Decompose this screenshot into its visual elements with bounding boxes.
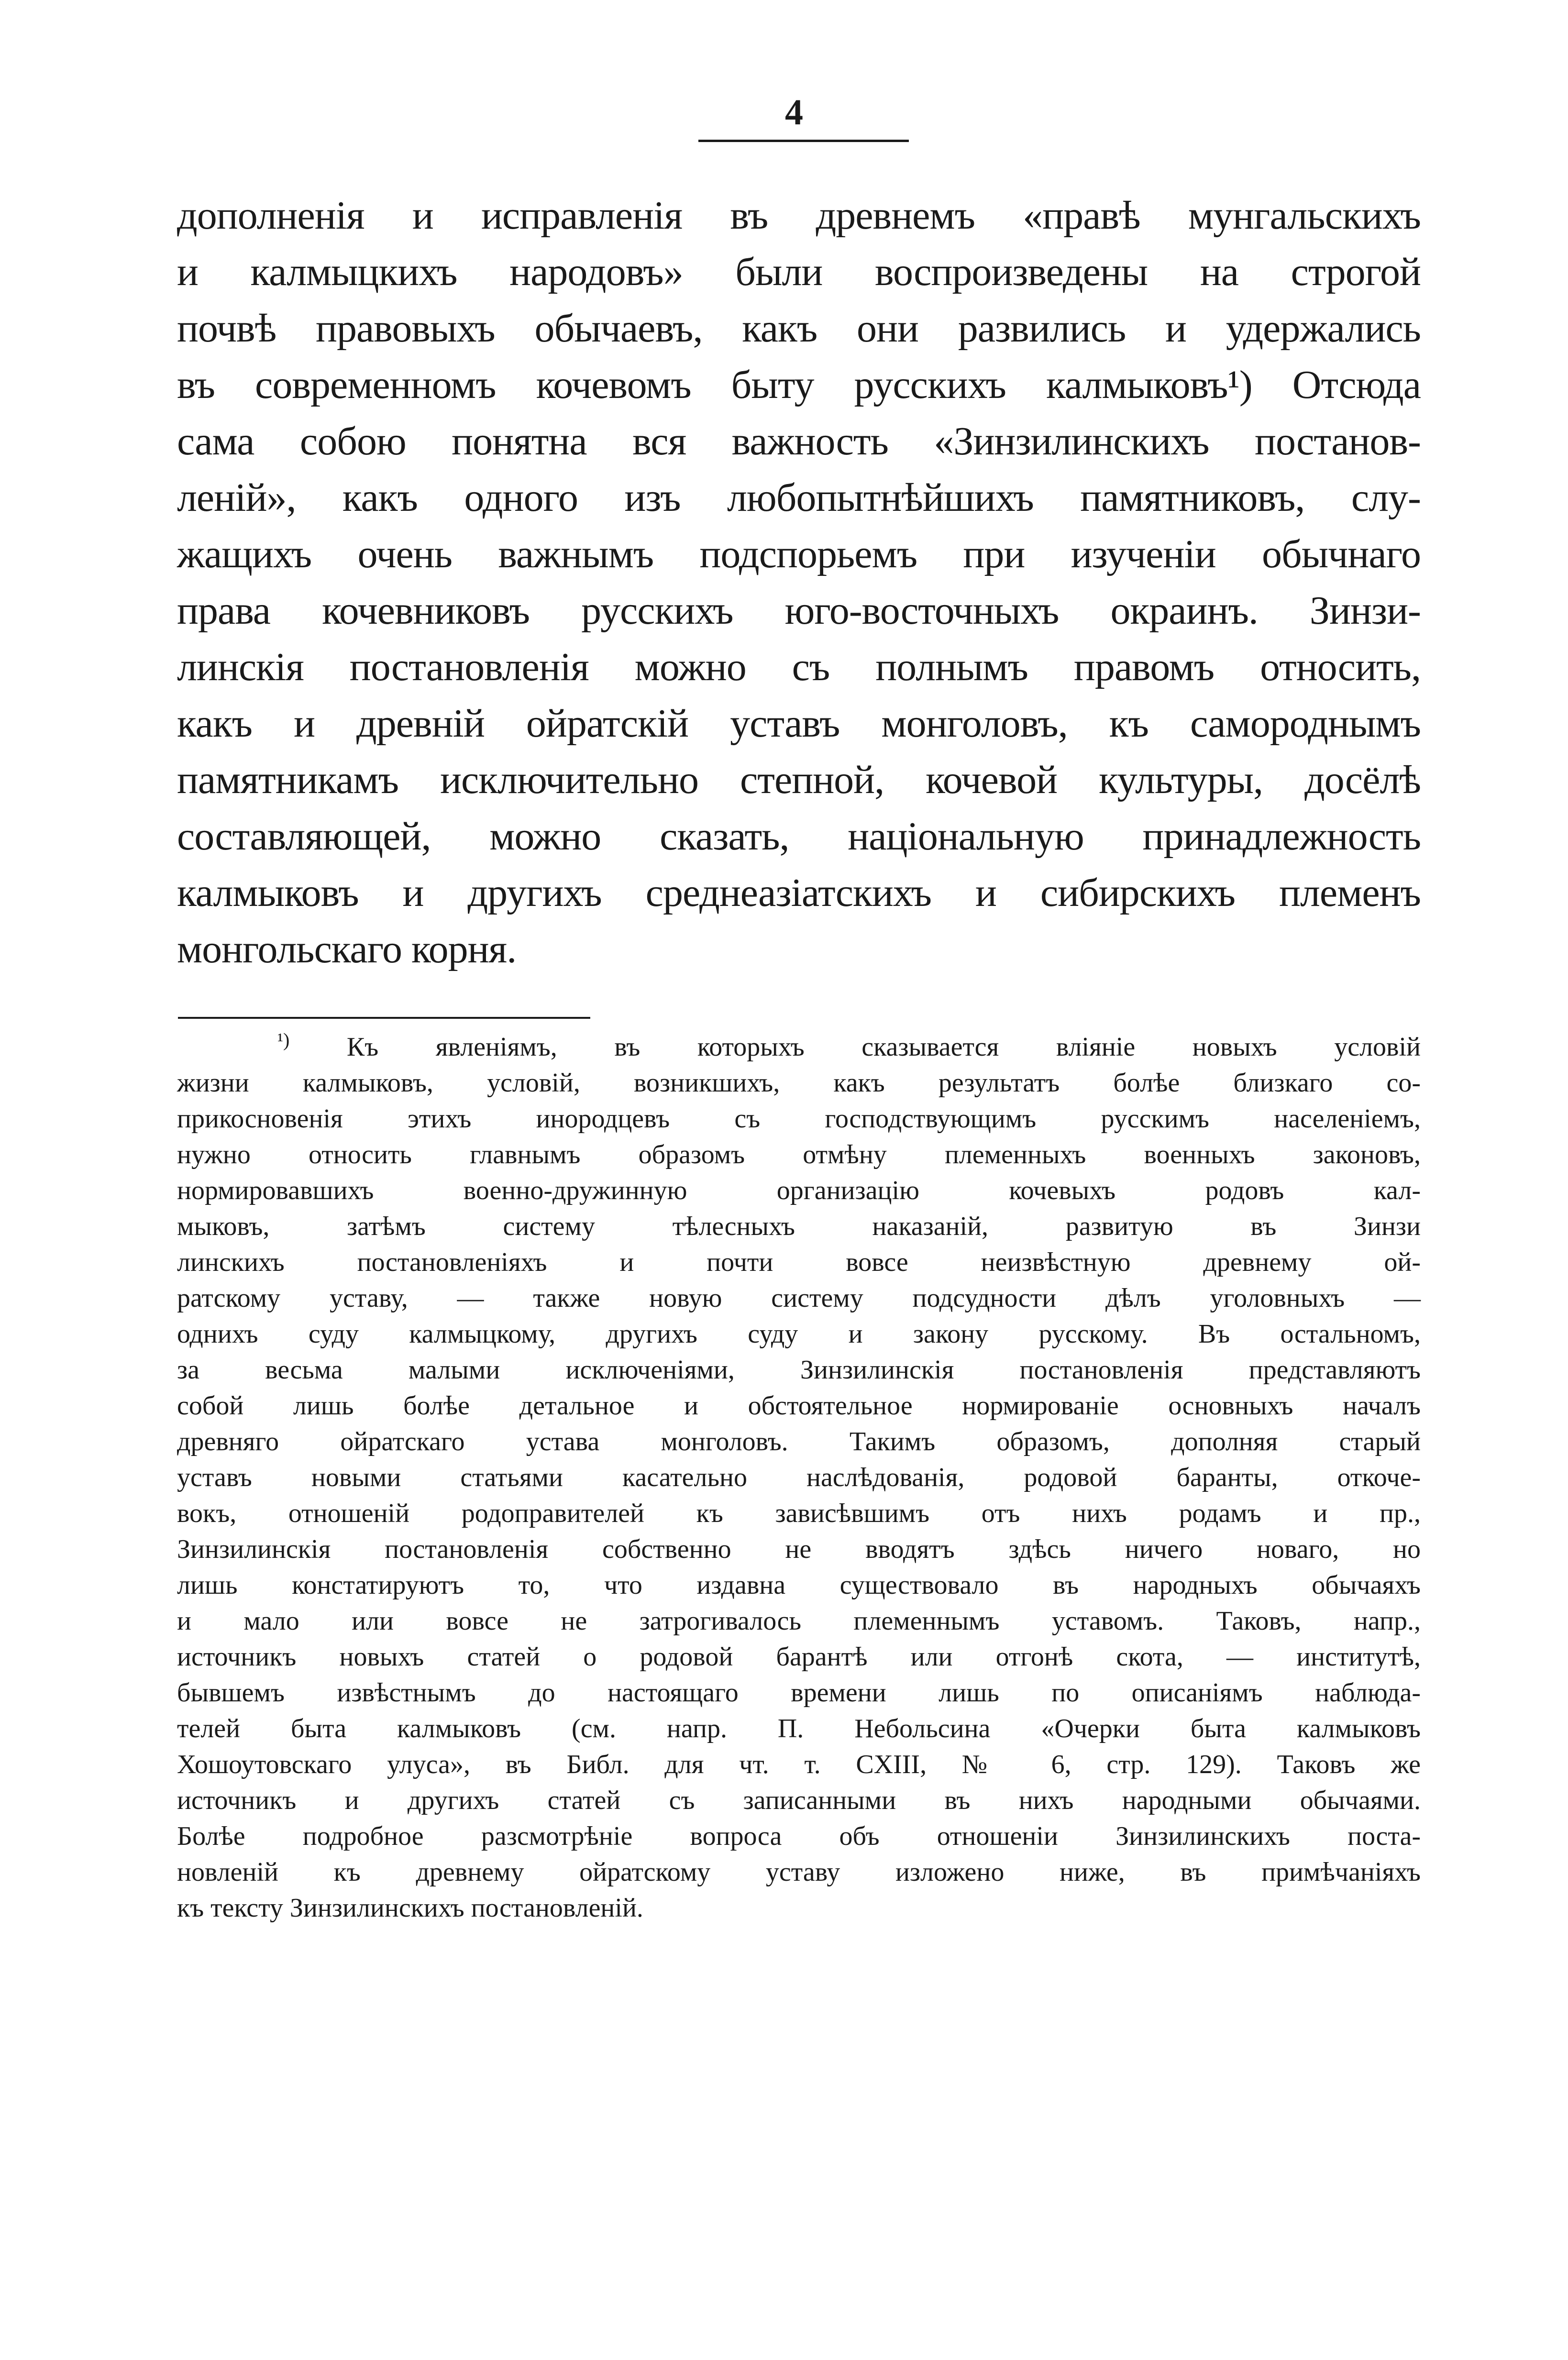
main-text-line: почвѣ правовыхъ обычаевъ, какъ они развились и удержались: [177, 306, 1421, 351]
footnote-line: вокъ, отношеній родоправителей къ зависѣвшимъ отъ нихъ родамъ и пр.,: [177, 1499, 1421, 1528]
footnote-marker: ¹): [277, 1029, 290, 1051]
main-text-line: дополненія и исправленія въ древнемъ «правѣ мунгальскихъ: [177, 193, 1421, 238]
main-text-line: монгольскаго корня.: [177, 927, 517, 971]
footnote-line: нормировавшихъ военно-дружинную организацію кочевыхъ родовъ кал-: [177, 1176, 1421, 1205]
footnote-line: однихъ суду калмыцкому, другихъ суду и закону русскому. Въ остальномъ,: [177, 1319, 1421, 1349]
footnote-line: бывшемъ извѣстнымъ до настоящаго времени лишь по описаніямъ наблюда-: [177, 1678, 1421, 1708]
footnote-line: новленій къ древнему ойратскому уставу изложено ниже, въ примѣчаніяхъ: [177, 1857, 1421, 1887]
main-text-line: права кочевниковъ русскихъ юго-восточныхъ окраинъ. Зинзи-: [177, 588, 1421, 633]
footnote: [177, 1029, 1421, 1926]
main-text-line: жащихъ очень важнымъ подспорьемъ при изученіи обычнаго: [177, 532, 1421, 576]
footnote-line: къ тексту Зинзилинскихъ постановленій.: [177, 1893, 643, 1923]
footnote-line: лишь констатируютъ то, что издавна существовало въ народныхъ обычаяхъ: [177, 1570, 1421, 1600]
footnote-line: Хошоутовскаго улуса», въ Библ. для чт. т. CXIII, № 6, стр. 129). Таковъ же: [177, 1750, 1421, 1779]
footnote-line: за весьма малыми исключеніями, Зинзилинскія постановленія представляютъ: [177, 1355, 1421, 1385]
main-text-line: въ современномъ кочевомъ быту русскихъ калмыковъ¹) Отсюда: [177, 363, 1421, 407]
footnote-line: мыковъ, затѣмъ систему тѣлесныхъ наказаній, развитую въ Зинзи: [177, 1212, 1421, 1241]
footnote-line: прикосновенія этихъ инородцевъ съ господствующимъ русскимъ населеніемъ,: [177, 1104, 1421, 1134]
page-number-rule: [698, 140, 909, 142]
footnote-line: нужно относить главнымъ образомъ отмѣну племенныхъ военныхъ законовъ,: [177, 1140, 1421, 1169]
footnote-line: источникъ новыхъ статей о родовой барантѣ или отгонѣ скота, — институтѣ,: [177, 1642, 1421, 1672]
page-number: 4: [785, 92, 803, 132]
main-text-line: памятникамъ исключительно степной, кочевой культуры, досёлѣ: [177, 758, 1421, 802]
footnote-line: и мало или вовсе не затрогивалось племеннымъ уставомъ. Таковъ, напр.,: [177, 1606, 1421, 1636]
footnote-line-first: [177, 1029, 1421, 1065]
main-text: [177, 187, 1421, 978]
footnote-line: собой лишь болѣе детальное и обстоятельное нормированіе основныхъ началъ: [177, 1391, 1421, 1421]
main-text-line: и калмыцкихъ народовъ» были воспроизведены на строгой: [177, 250, 1421, 294]
footnote-line: древняго ойратскаго устава монголовъ. Такимъ образомъ, дополняя старый: [177, 1427, 1421, 1456]
main-text-line: калмыковъ и другихъ среднеазіатскихъ и сибирскихъ племенъ: [177, 871, 1421, 915]
footnote-line: Болѣе подробное разсмотрѣніе вопроса объ отношеніи Зинзилинскихъ поста-: [177, 1821, 1421, 1851]
main-text-line: составляющей, можно сказать, національную принадлежность: [177, 814, 1421, 859]
footnote-line: Зинзилинскія постановленія собственно не вводятъ здѣсь ничего новаго, но: [177, 1534, 1421, 1564]
main-text-line: сама собою понятна вся важность «Зинзилинскихъ постанов-: [177, 419, 1421, 463]
main-text-line: какъ и древній ойратскій уставъ монголовъ, къ самороднымъ: [177, 701, 1421, 746]
footnote-line: уставъ новыми статьями касательно наслѣдованія, родовой баранты, откоче-: [177, 1463, 1421, 1492]
main-text-line: линскія постановленія можно съ полнымъ правомъ относить,: [177, 645, 1421, 689]
footnote-line: ратскому уставу, — также новую систему подсудности дѣлъ уголовныхъ —: [177, 1283, 1421, 1313]
footnote-line: линскихъ постановленіяхъ и почти вовсе неизвѣстную древнему ой-: [177, 1247, 1421, 1277]
footnote-line: источникъ и другихъ статей съ записанными въ нихъ народными обычаями.: [177, 1786, 1421, 1815]
footnote-line: телей быта калмыковъ (см. напр. П. Небольсина «Очерки быта калмыковъ: [177, 1714, 1421, 1743]
footnote-separator: [178, 1017, 590, 1019]
footnote-line: жизни калмыковъ, условій, возникшихъ, какъ результатъ болѣе близкаго со-: [177, 1068, 1421, 1098]
main-text-line: леній», какъ одного изъ любопытнѣйшихъ памятниковъ, слу-: [177, 475, 1421, 520]
footnote-line-text: Къ явленіямъ, въ которыхъ сказывается вліяніе новыхъ условій: [346, 1032, 1421, 1062]
